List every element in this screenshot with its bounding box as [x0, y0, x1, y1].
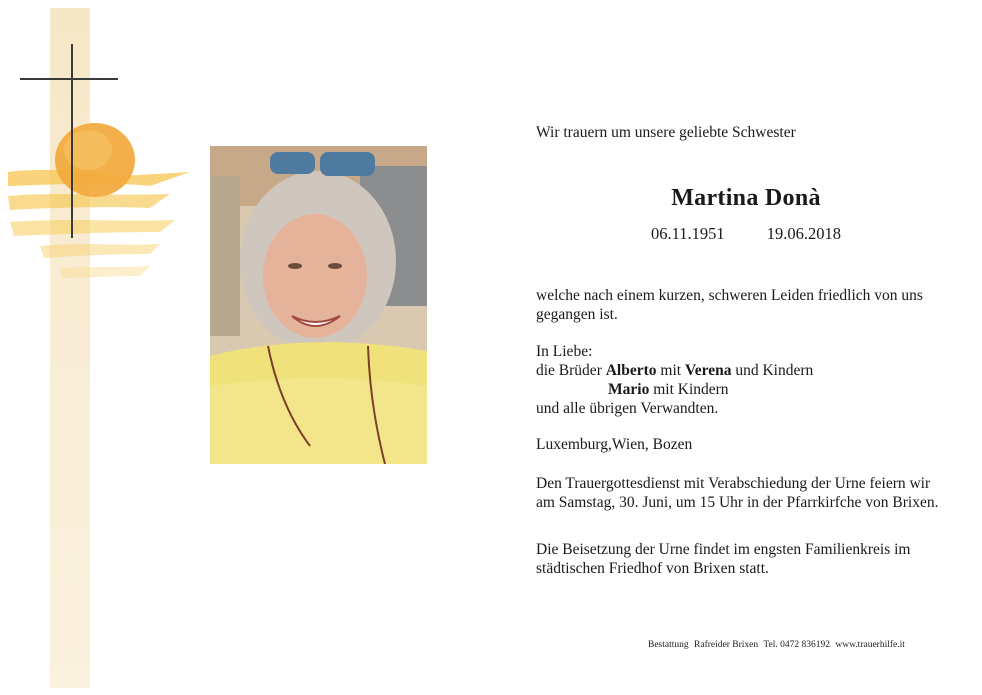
life-dates: [536, 224, 956, 244]
love-heading: In Liebe:: [536, 343, 593, 360]
cities-line: Luxemburg,Wien, Bozen: [536, 436, 693, 453]
mourners-line-2-suffix: mit Kindern: [649, 381, 729, 398]
mourners-block: [536, 342, 936, 418]
mourners-line-2: [536, 380, 936, 399]
mourners-mid: mit: [656, 362, 685, 379]
passing-paragraph: welche nach einem kurzen, schweren Leiden friedlich von uns gegangen ist.: [536, 287, 923, 323]
intro-line: Wir trauern um unsere geliebte Schwester: [536, 124, 796, 141]
funeral-service-paragraph: Den Trauergottesdienst mit Verabschiedung der Urne feiern wir am Samstag, 30. Juni, um 15 Uhr in der Pfarrkirfche von Brixen.: [536, 475, 939, 511]
mourners-line-3: und alle übrigen Verwandten.: [536, 400, 719, 417]
mourners-line-1: [536, 361, 936, 380]
footer-undertaker: Bestattung: [648, 640, 689, 650]
cross-sunset-icon: [0, 0, 200, 300]
burial-paragraph: Die Beisetzung der Urne findet im engsten Familienkreis im städtischen Friedhof von Brixen statt.: [536, 541, 911, 577]
footer-phone: Tel. 0472 836192: [763, 640, 830, 650]
brother-name-alberto: Alberto: [605, 362, 657, 379]
partner-name-verena: Verena: [684, 362, 732, 379]
deceased-name: Martina Donà: [671, 185, 821, 211]
death-date: 19.06.2018: [766, 224, 841, 243]
portrait-photo: [210, 146, 427, 464]
footer-company: Rafreider Brixen: [694, 640, 759, 650]
birth-date: 06.11.1951: [650, 224, 725, 243]
mourners-prefix: die Brüder: [536, 362, 606, 379]
brother-name-mario: Mario: [608, 381, 650, 398]
undertaker-footer: [648, 640, 908, 650]
mourners-suffix: und Kindern: [731, 362, 814, 379]
footer-website[interactable]: www.trauerhilfe.it: [835, 640, 905, 650]
